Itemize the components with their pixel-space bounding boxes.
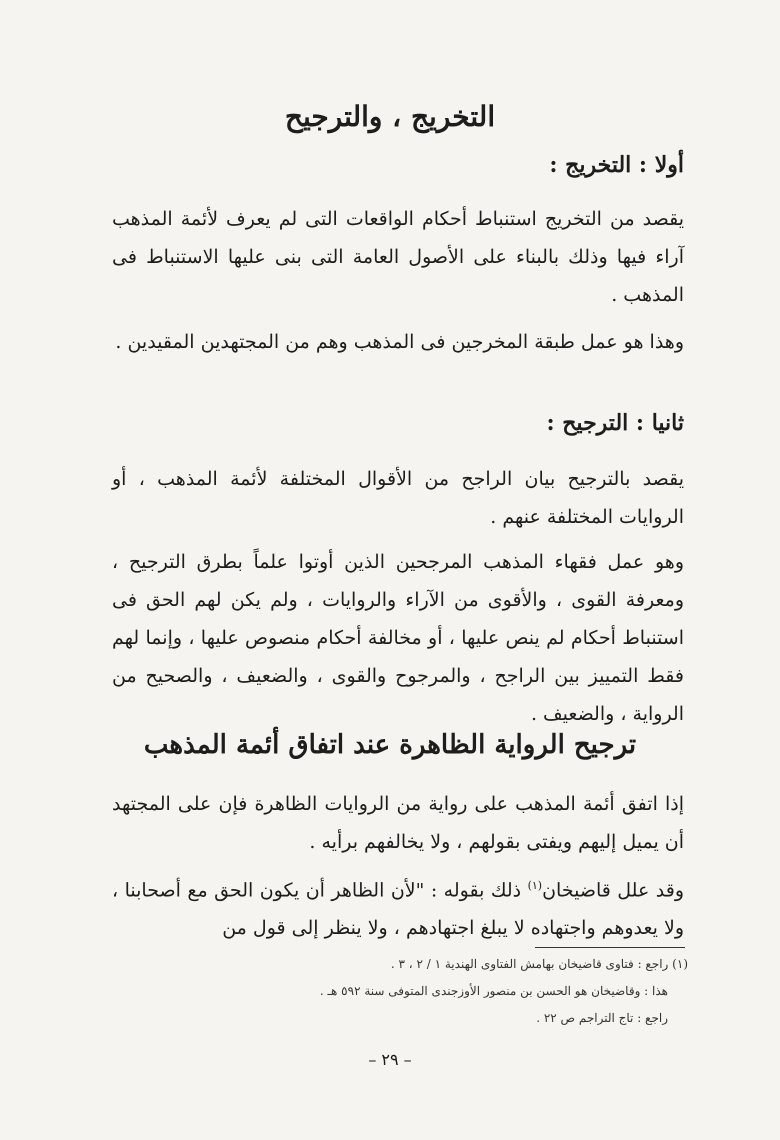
page-title: التخريج ، والترجيح	[284, 100, 496, 133]
qadikhan-text-end: ذلك بقوله : "لأن الظاهر أن يكون الحق مع أصحابنا ، ولا يعدوهم واجتهاده لا يبلغ اجتهادهم ، ولا ينظر إلى قول من	[112, 879, 684, 940]
paragraph-takhrij-class: وهذا هو عمل طبقة المخرجين فى المذهب وهم من المجتهدين المقيدين .	[115, 331, 684, 353]
page-number: – ٢٩ –	[368, 1050, 412, 1069]
footnote-divider	[535, 947, 685, 948]
paragraph-tarjih-definition: يقصد بالترجيح بيان الراجح من الأقوال المختلفة لأئمة المذهب ، أو الروايات المختلفة عنهم .	[112, 468, 684, 528]
paragraph-imams-agreement: إذا اتفق أئمة المذهب على رواية من الروايات الظاهرة فإن على المجتهد أن يميل إليهم ويفتى بقولهم ، ولا يخالفهم برأيه .	[112, 793, 684, 853]
section-heading-tarjih: ثانيا : الترجيح :	[546, 410, 684, 436]
footnote-1: (١) راجع : فتاوى قاضيخان بهامش الفتاوى الهندية ١ / ٢ ، ٣ .	[390, 957, 688, 971]
paragraph-qadikhan-reason	[112, 867, 684, 947]
section-heading-takhrij: أولا : التخريج :	[549, 152, 684, 178]
qadikhan-text-start: وقد علل قاضيخان	[542, 879, 684, 902]
footnote-reference: (١)	[527, 879, 543, 892]
section-heading-zahir-riwaya: ترجيح الرواية الظاهرة عند اتفاق أئمة المذهب	[143, 730, 637, 760]
paragraph-takhrij-definition: يقصد من التخريج استنباط أحكام الواقعات التى لم يعرف لأئمة المذهب آراء فيها وذلك بالبناء على الأصول العامة التى بنى عليها الاستنباط فى المذهب .	[112, 208, 684, 306]
footnote-note: هذا : وقاضيخان هو الحسن بن منصور الأوزجندى المتوفى سنة ٥٩٢ هـ .	[319, 984, 668, 998]
footnote-reference-tarajim: راجع : تاج التراجم ص ٢٢ .	[536, 1011, 668, 1025]
paragraph-tarjih-jurists: وهو عمل فقهاء المذهب المرجحين الذين أوتوا علماً بطرق الترجيح ، ومعرفة القوى ، والأقوى من الآراء والروايات ، ولم يكن لهم الحق فى استنباط أحكام لم ينص عليها ، أو مخالفة أحكام منصوص عليها ، وإنما لهم فقط التمييز بين الراجح ، والمرجوح والقوى ، والضعيف ، والصحيح من الرواية ، والضعيف .	[112, 551, 685, 725]
